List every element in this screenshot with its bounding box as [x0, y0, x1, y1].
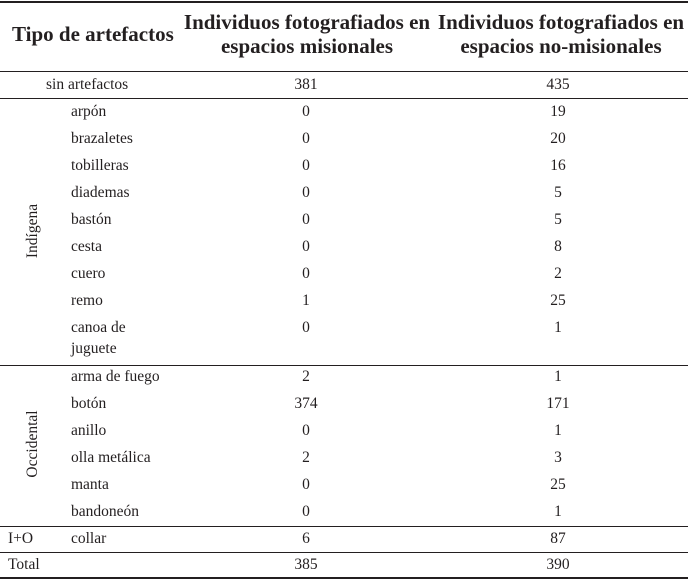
row-label: anillo [71, 422, 107, 439]
row-label: botón [71, 395, 107, 412]
group-label-io: I+O [8, 530, 34, 547]
table-top-rule [0, 1, 688, 3]
row-value-misionales: 374 [294, 395, 318, 412]
row-value-misionales: 0 [302, 211, 310, 228]
row-label: arpón [71, 103, 107, 120]
row-value-misionales: 6 [302, 530, 310, 547]
row-value-no-misionales: 435 [546, 76, 570, 93]
row-value-no-misionales: 25 [550, 476, 566, 493]
row-value-misionales: 0 [302, 503, 310, 520]
row-label: olla metálica [71, 449, 151, 466]
row-value-no-misionales: 3 [554, 449, 562, 466]
header-misionales-line1: Individuos fotografiados en [183, 10, 431, 34]
row-label-line2: juguete [71, 340, 117, 357]
section-rule-io [0, 526, 688, 527]
header-no-misionales [434, 10, 688, 58]
row-value-no-misionales: 16 [550, 157, 566, 174]
header-no-misionales-line1: Individuos fotografiados en [437, 10, 685, 34]
row-value-misionales: 381 [294, 76, 318, 93]
row-label: bastón [71, 211, 112, 228]
header-misionales [178, 10, 436, 58]
row-label: sin artefactos [46, 76, 129, 93]
table-bottom-rule [0, 577, 688, 579]
row-value-misionales: 0 [302, 103, 310, 120]
row-label: brazaletes [71, 130, 133, 147]
row-value-misionales: 2 [302, 368, 310, 385]
row-value-no-misionales: 19 [550, 103, 566, 120]
row-value-misionales: 0 [302, 157, 310, 174]
row-label: manta [71, 476, 109, 493]
row-value-no-misionales: 1 [554, 422, 562, 439]
total-value-no-misionales: 390 [546, 556, 570, 573]
row-value-no-misionales: 1 [554, 319, 562, 336]
row-value-misionales: 0 [302, 265, 310, 282]
row-value-no-misionales: 8 [554, 238, 562, 255]
section-rule-occidental [0, 365, 688, 366]
row-value-no-misionales: 25 [550, 292, 566, 309]
row-value-no-misionales: 5 [554, 184, 562, 201]
row-label: bandoneón [71, 503, 140, 520]
row-label: diademas [71, 184, 130, 201]
header-misionales-line2: espacios misionales [220, 34, 394, 58]
row-label: remo [71, 292, 103, 309]
header-no-misionales-line2: espacios no-misionales [460, 34, 662, 58]
row-value-misionales: 0 [302, 130, 310, 147]
group-label-occidental: Occidental [24, 410, 41, 478]
section-rule-total [0, 552, 688, 553]
row-label: collar [71, 530, 107, 547]
row-value-misionales: 0 [302, 184, 310, 201]
row-label-line1: canoa de [71, 319, 126, 336]
row-value-misionales: 1 [302, 292, 310, 309]
header-tipo: Tipo de artefactos [12, 22, 174, 46]
row-value-misionales: 2 [302, 449, 310, 466]
total-value-misionales: 385 [294, 556, 318, 573]
row-value-no-misionales: 2 [554, 265, 562, 282]
row-value-misionales: 0 [302, 476, 310, 493]
row-label: cuero [71, 265, 106, 282]
section-rule-indigena [0, 98, 688, 99]
total-label: Total [8, 556, 40, 573]
row-value-misionales: 0 [302, 319, 310, 336]
row-value-no-misionales: 20 [550, 130, 566, 147]
row-label: cesta [71, 238, 102, 255]
row-value-misionales: 0 [302, 238, 310, 255]
row-value-no-misionales: 1 [554, 503, 562, 520]
row-value-no-misionales: 1 [554, 368, 562, 385]
row-value-no-misionales: 171 [546, 395, 570, 412]
row-value-no-misionales: 5 [554, 211, 562, 228]
row-value-misionales: 0 [302, 422, 310, 439]
row-label: tobilleras [71, 157, 129, 174]
group-label-indigena: Indígena [24, 203, 41, 259]
row-value-no-misionales: 87 [550, 530, 566, 547]
row-label: arma de fuego [71, 368, 160, 385]
header-rule [0, 71, 688, 72]
